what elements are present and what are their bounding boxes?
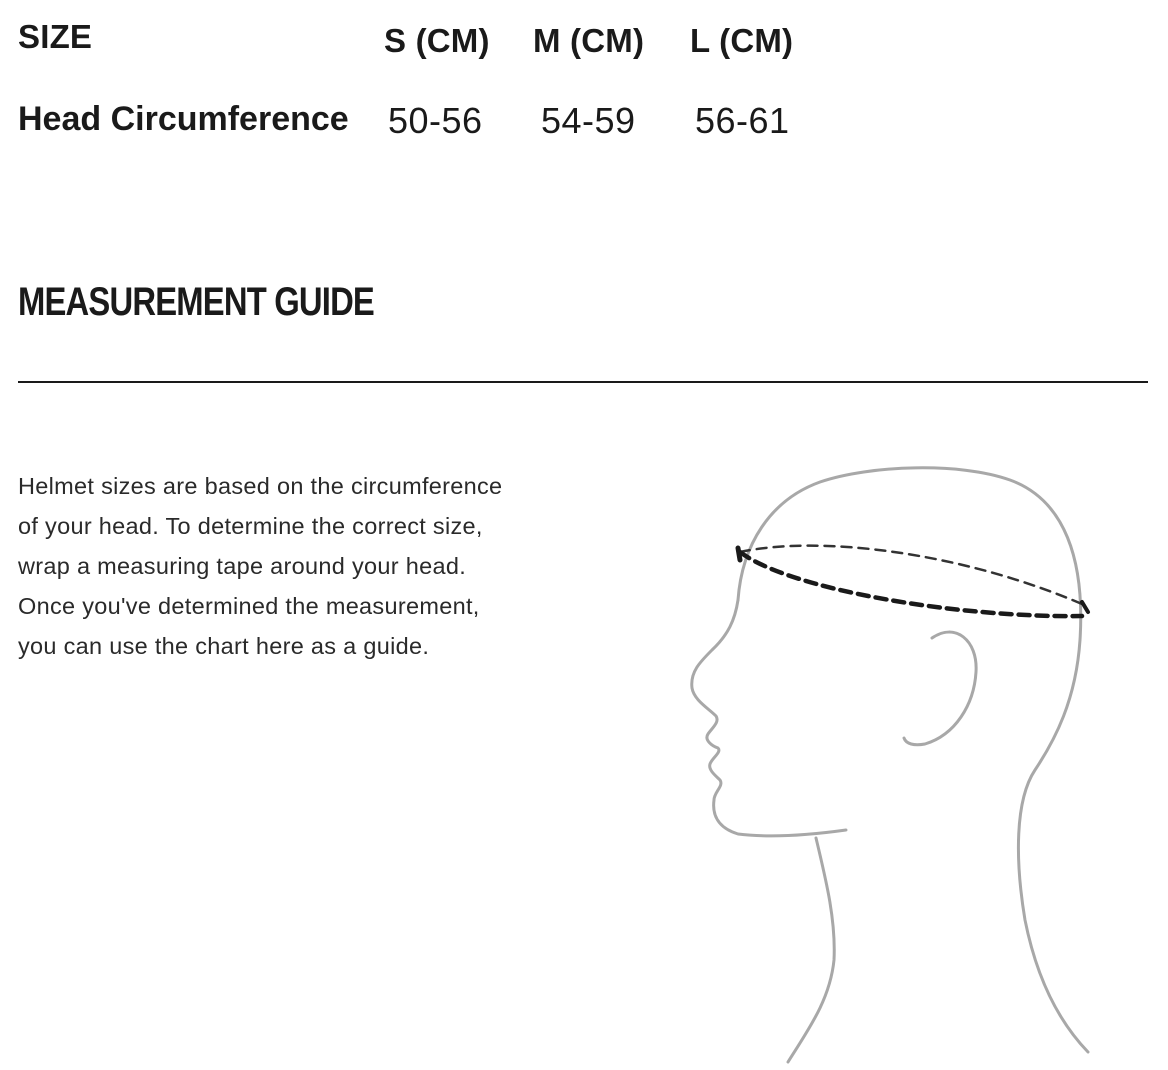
- guide-line: of your head. To determine the correct size,: [18, 513, 483, 539]
- guide-line: you can use the chart here as a guide.: [18, 633, 430, 659]
- guide-line: Helmet sizes are based on the circumference: [18, 473, 503, 499]
- section-divider: [18, 381, 1148, 383]
- size-chart-table: [18, 14, 818, 154]
- head-profile-measuring-icon: [660, 440, 1140, 1070]
- column-header-small: S (CM): [384, 22, 490, 59]
- row-label-head-circumference: Head Circumference: [18, 100, 349, 138]
- value-large: 56-61: [695, 100, 790, 141]
- measurement-guide-text: [18, 466, 558, 666]
- value-small: 50-56: [388, 100, 483, 141]
- guide-line: Once you've determined the measurement,: [18, 593, 480, 619]
- column-header-large: L (CM): [690, 22, 794, 59]
- guide-line: wrap a measuring tape around your head.: [18, 553, 467, 579]
- size-header-label: SIZE: [18, 18, 93, 55]
- column-header-medium: M (CM): [533, 22, 645, 59]
- measurement-guide-title: MEASUREMENT GUIDE: [18, 280, 374, 324]
- value-medium: 54-59: [541, 100, 636, 141]
